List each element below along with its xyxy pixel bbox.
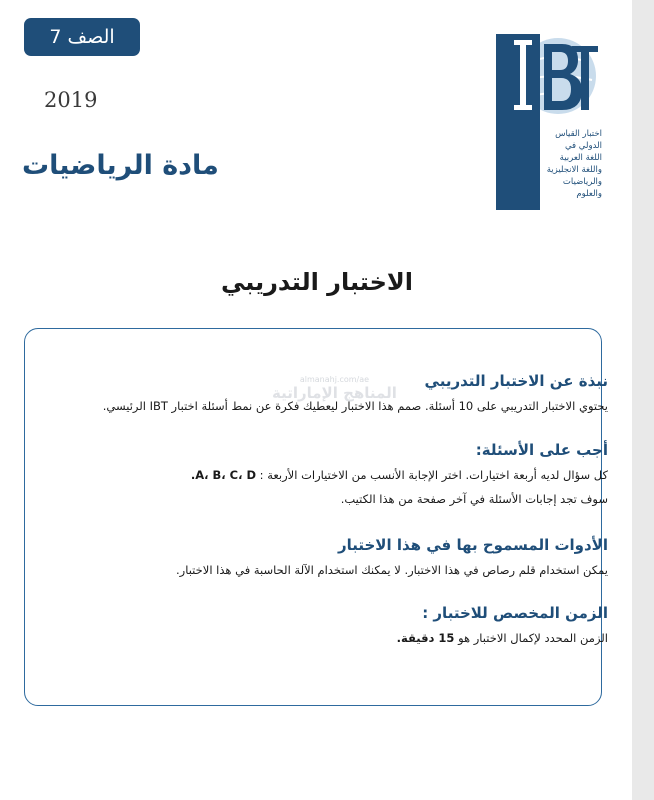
time-text: الزمن المحدد لإكمال الاختبار هو [458,631,608,645]
section-text: يحتوي الاختبار التدريبي على 10 أسئلة. صمم هذا الاختبار ليعطيك فكرة عن نمط أسئلة اختبار IBT الرئيسي. [102,399,608,413]
section-answer [88,441,608,515]
logo-bar [496,34,540,210]
section-heading: نبذة عن الاختبار التدريبي [424,372,608,390]
section-text: سوف تجد إجابات الأسئلة في آخر صفحة من هذا الكتيب. [340,492,608,506]
grade-label: الصف 7 [49,26,115,48]
section-text [88,467,608,483]
logo-caption-line: والرياضيات [562,177,602,187]
practice-test-title: الاختبار التدريبي [221,268,413,296]
choices-letters: A، B، C، D. [190,468,257,482]
logo-caption-line: الدولي في [564,141,602,151]
logo-caption-line: اللغة العربية [559,153,602,163]
watermark-url: almanahj.com/ae [299,375,370,384]
choices-intro: كل سؤال لديه أربعة اختيارات. اختر الإجابة الأنسب من الاختيارات الأربعة : [259,468,608,482]
logo-caption-line: واللغة الانجليزية [546,165,602,175]
page-edge [632,0,654,800]
logo-caption-line: اختبار القياس [555,129,602,139]
section-time [88,604,608,654]
logo-caption-line: والعلوم [576,189,602,199]
section-text [88,630,608,646]
subject-title: مادة الرياضيات [22,150,219,181]
section-text: يمكن استخدام قلم رصاص في هذا الاختبار. لا يمكنك استخدام الآلة الحاسبة في هذا الاختبار. [176,563,608,577]
section-about [88,372,608,422]
logo-caption [540,128,602,200]
section-heading: أجب على الأسئلة: [475,441,608,459]
section-tools [88,536,608,586]
grade-badge [24,18,140,56]
section-heading: الأدوات المسموح بها في هذا الاختبار [337,536,608,554]
time-value: 15 دقيقة. [396,631,455,645]
section-heading: الزمن المخصص للاختبار : [422,604,608,622]
watermark-name: المناهج الإماراتية [272,384,397,402]
year-label: 2019 [44,88,98,112]
